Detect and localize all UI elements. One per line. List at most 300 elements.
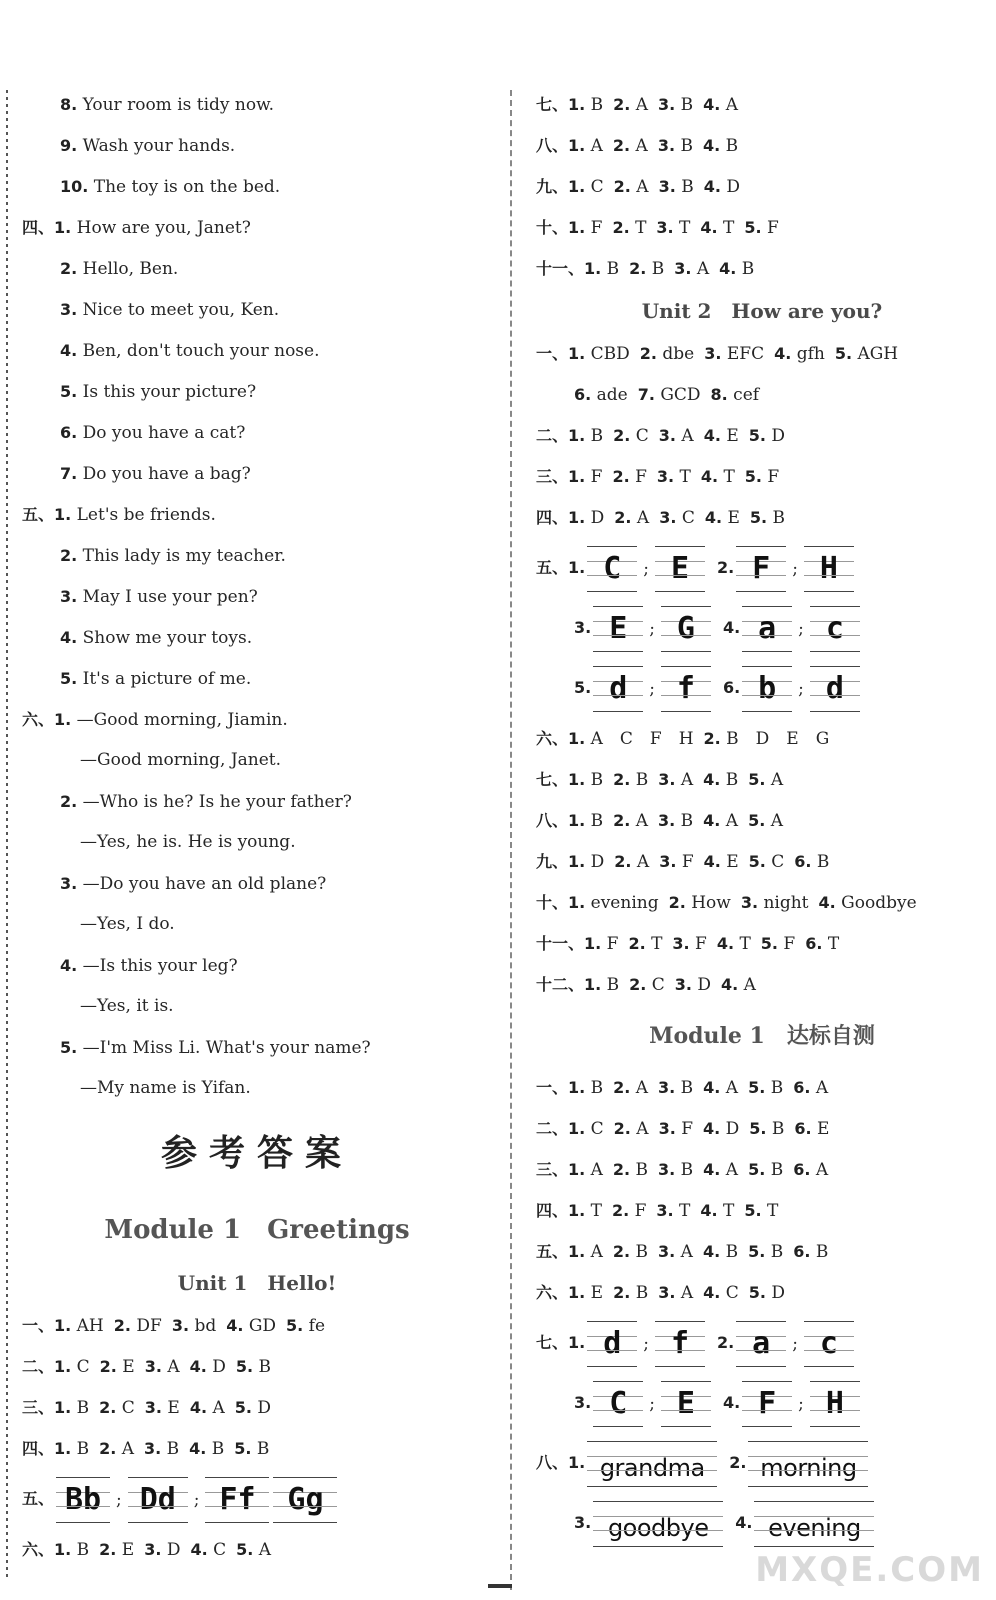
item-number: 4. xyxy=(702,1119,721,1138)
item-number: 5. xyxy=(748,1160,766,1179)
item-number: 1. xyxy=(568,344,586,363)
item-number: 5. xyxy=(748,1283,766,1302)
handwritten-answer: a xyxy=(752,1325,771,1361)
item-number: 1. xyxy=(568,508,586,527)
item-answer: C xyxy=(590,177,604,197)
item-number: 3. xyxy=(656,218,674,237)
item-answer: D xyxy=(590,508,605,528)
item-number: 5. xyxy=(574,678,592,697)
item-number: 2. xyxy=(629,259,647,278)
answer-line xyxy=(22,371,492,412)
item-answer: A xyxy=(681,426,694,446)
item-answer: A xyxy=(680,1242,693,1262)
answer-row xyxy=(536,1190,988,1231)
item-answer: fe xyxy=(308,1316,326,1336)
answer-row xyxy=(536,248,988,289)
item-answer: A xyxy=(121,1439,135,1459)
item-number: 2. xyxy=(716,1333,735,1352)
item-number: 1. xyxy=(568,770,586,789)
item-answer: B xyxy=(815,1242,829,1262)
section-label: 五、 xyxy=(536,558,569,577)
page-number-mark xyxy=(488,1584,512,1598)
answer-row xyxy=(536,923,988,964)
handwriting-lines xyxy=(655,1321,705,1367)
item-number: 4. xyxy=(702,136,721,155)
section-label: 四、 xyxy=(536,1201,569,1220)
item-answer: C xyxy=(681,508,695,528)
test-title: Module 1 达标自测 xyxy=(649,1023,875,1049)
answer-line xyxy=(22,535,492,576)
item-number: 6. xyxy=(794,1119,812,1138)
dialogue-reply-line xyxy=(22,1068,492,1109)
item-answer: B xyxy=(772,508,785,528)
answer-row xyxy=(536,166,988,207)
semicolon: ; xyxy=(643,558,649,579)
item-answer: F xyxy=(695,934,707,954)
handwritten-answer: Dd xyxy=(139,1481,176,1517)
item-number: 4. xyxy=(190,1540,208,1559)
item-answer: A xyxy=(636,1119,649,1139)
answer-text: Is this your picture? xyxy=(82,382,257,402)
item-answer: AH xyxy=(76,1316,104,1336)
answer-row xyxy=(22,1346,492,1387)
handwriting-lines xyxy=(655,546,705,592)
item-number: 4. xyxy=(226,1316,244,1335)
item-number: 3. xyxy=(674,259,692,278)
dialogue-text: —Good morning, Janet. xyxy=(80,750,282,770)
item-answer: D xyxy=(771,426,785,446)
item-number: 1. xyxy=(568,177,586,196)
item-number: 3. xyxy=(144,1540,162,1559)
item-number: 5. xyxy=(234,1398,252,1417)
item-answer: B xyxy=(590,770,604,790)
handwriting-lines xyxy=(587,546,637,592)
section-label: 七、 xyxy=(536,95,569,114)
handwriting-row xyxy=(536,658,988,718)
handwriting-row xyxy=(536,1493,988,1553)
item-answer: T xyxy=(766,1201,779,1221)
answer-row xyxy=(22,1305,492,1346)
item-answer: B xyxy=(76,1540,90,1560)
item-answer: A xyxy=(770,770,784,790)
item-number: 1. xyxy=(54,1439,72,1458)
semicolon: ; xyxy=(116,1489,122,1510)
section-label: 四、 xyxy=(536,508,569,527)
semicolon: ; xyxy=(649,618,655,639)
handwritten-answer: grandma xyxy=(599,1453,705,1482)
item-number: 3. xyxy=(144,1439,162,1458)
handwritten-answer: f xyxy=(676,670,695,706)
item-number: 3. xyxy=(672,934,690,953)
item-number: 3. xyxy=(658,1242,676,1261)
item-number: 2. xyxy=(613,770,631,789)
handwritten-answer: c xyxy=(825,610,844,646)
item-answer: B D E G xyxy=(726,729,830,749)
semicolon: ; xyxy=(798,678,804,699)
handwriting-lines xyxy=(810,606,860,652)
handwriting-lines xyxy=(661,666,711,712)
item-answer: F xyxy=(767,467,780,487)
item-number: 2. xyxy=(99,1357,117,1376)
item-number: 1. xyxy=(568,729,586,748)
item-number: 2. xyxy=(668,893,686,912)
answer-text: The toy is on the bed. xyxy=(93,177,281,197)
semicolon: ; xyxy=(792,558,798,579)
answer-line xyxy=(22,330,492,371)
section-label: 二、 xyxy=(536,1119,569,1138)
answer-row xyxy=(536,1149,988,1190)
item-answer: A xyxy=(743,975,756,995)
item-answer: B xyxy=(725,770,739,790)
item-number: 6. xyxy=(793,1160,811,1179)
answer-row xyxy=(536,1231,988,1272)
dialogue-reply-line xyxy=(22,740,492,781)
item-answer: A xyxy=(680,1283,694,1303)
dialogue-line xyxy=(22,699,492,740)
semicolon: ; xyxy=(649,678,655,699)
semicolon: ; xyxy=(798,618,804,639)
section-label: 八、 xyxy=(536,136,569,155)
item-answer: B xyxy=(770,1160,784,1180)
item-number: 1. xyxy=(568,1160,586,1179)
item-number: 4. xyxy=(60,628,78,647)
item-number: 1. xyxy=(54,505,72,524)
item-number: 2. xyxy=(614,508,632,527)
answer-line xyxy=(22,494,492,535)
item-number: 4. xyxy=(703,1078,721,1097)
section-label: 七、 xyxy=(536,770,569,789)
item-number: 3. xyxy=(658,1283,676,1302)
item-answer: B xyxy=(680,811,694,831)
handwritten-answer: goodbye xyxy=(607,1513,709,1542)
item-answer: Goodbye xyxy=(841,893,917,913)
item-number: 5. xyxy=(749,1119,767,1138)
item-answer: evening xyxy=(590,893,659,913)
answer-text: Nice to meet you, Ken. xyxy=(82,300,280,320)
watermark: MXQE.COM xyxy=(755,1550,984,1590)
item-number: 3. xyxy=(658,177,676,196)
item-number: 6. xyxy=(722,678,741,697)
item-answer: B xyxy=(771,1119,785,1139)
item-answer: B xyxy=(725,1242,739,1262)
item-answer: T xyxy=(635,218,647,238)
item-answer: A xyxy=(212,1398,225,1418)
item-number: 5. xyxy=(744,467,763,486)
item-answer: A xyxy=(725,1078,739,1098)
handwritten-answer: d xyxy=(603,1325,622,1361)
item-answer: E xyxy=(590,1283,604,1303)
handwritten-answer: E xyxy=(676,1385,695,1421)
item-number: 9. xyxy=(60,136,78,155)
dialogue-line xyxy=(22,781,492,822)
item-answer: B xyxy=(76,1439,90,1459)
handwriting-lines xyxy=(810,1381,860,1427)
item-number: 4. xyxy=(703,852,721,871)
item-number: 6. xyxy=(793,1242,811,1261)
handwritten-answer: a xyxy=(758,610,777,646)
item-number: 3. xyxy=(659,508,677,527)
item-number: 3. xyxy=(658,426,676,445)
item-number: 5. xyxy=(760,934,779,953)
dialogue-line xyxy=(22,1027,492,1068)
item-number: 5. xyxy=(60,382,78,401)
item-number: 10. xyxy=(60,177,89,196)
item-answer: dbe xyxy=(662,344,695,364)
answer-row xyxy=(536,800,988,841)
item-number: 4. xyxy=(704,508,723,527)
item-answer: D xyxy=(726,177,740,197)
item-answer: T xyxy=(590,1201,602,1221)
item-number: 1. xyxy=(54,1540,72,1559)
item-answer: gfh xyxy=(796,344,825,364)
handwritten-answer: evening xyxy=(768,1513,861,1542)
handwritten-answer: H xyxy=(825,1385,844,1421)
answer-text: Show me your toys. xyxy=(82,628,253,648)
item-number: 4. xyxy=(703,1160,721,1179)
item-number: 3. xyxy=(574,1513,592,1532)
item-answer: A xyxy=(167,1357,180,1377)
item-answer: F xyxy=(635,467,647,487)
answer-text: Wash your hands. xyxy=(82,136,236,156)
item-number: 5. xyxy=(286,1316,304,1335)
item-number: 5. xyxy=(834,344,853,363)
item-number: 5. xyxy=(748,1242,766,1261)
item-number: 1. xyxy=(568,1453,586,1472)
section-label: 九、 xyxy=(536,852,569,871)
answer-row xyxy=(536,1272,988,1313)
item-number: 3. xyxy=(658,95,676,114)
section-label: 五、 xyxy=(536,1242,569,1261)
item-number: 1. xyxy=(54,1398,72,1417)
answer-line xyxy=(22,617,492,658)
item-number: 2. xyxy=(613,1078,631,1097)
section-label: 一、 xyxy=(536,344,569,363)
item-number: 1. xyxy=(568,1333,586,1352)
item-number: 4. xyxy=(703,1283,721,1302)
item-answer: A xyxy=(680,770,694,790)
answer-text: May I use your pen? xyxy=(82,587,258,607)
answer-line xyxy=(22,453,492,494)
handwriting-lines xyxy=(273,1477,337,1523)
item-answer: B xyxy=(680,136,693,156)
item-answer: C xyxy=(121,1398,135,1418)
handwriting-row xyxy=(536,598,988,658)
dialogue-text: —Yes, it is. xyxy=(80,996,174,1016)
handwriting-lines xyxy=(56,1477,110,1523)
answer-row xyxy=(22,1387,492,1428)
item-answer: B xyxy=(635,1160,649,1180)
item-number: 3. xyxy=(658,811,676,830)
item-number: 3. xyxy=(144,1357,162,1376)
item-answer: How xyxy=(691,893,731,913)
item-answer: E xyxy=(817,1119,830,1139)
item-answer: A xyxy=(635,811,649,831)
item-number: 5. xyxy=(748,852,766,871)
item-answer: GD xyxy=(248,1316,277,1336)
item-number: 4. xyxy=(818,893,836,912)
item-number: 5. xyxy=(744,1201,762,1220)
item-number: 1. xyxy=(568,218,586,237)
item-number: 7. xyxy=(637,385,655,404)
item-number: 3. xyxy=(657,136,676,155)
item-number: 1. xyxy=(584,975,602,994)
item-number: 2. xyxy=(703,729,721,748)
section-label: 九、 xyxy=(536,177,569,196)
item-number: 3. xyxy=(60,587,78,606)
item-number: 3. xyxy=(659,852,677,871)
item-answer: A xyxy=(725,1160,739,1180)
item-number: 4. xyxy=(60,341,78,360)
semicolon: ; xyxy=(643,1333,649,1354)
item-answer: B xyxy=(770,1078,784,1098)
section-label: 七、 xyxy=(536,1333,569,1352)
item-number: 5. xyxy=(235,1357,254,1376)
item-answer: B xyxy=(651,259,665,279)
answer-row xyxy=(536,964,988,1005)
handwritten-answer: C xyxy=(603,550,622,586)
section-label: 四、 xyxy=(22,218,55,237)
handwritten-answer: G xyxy=(676,610,695,646)
item-answer: T xyxy=(723,467,735,487)
item-number: 2. xyxy=(639,344,657,363)
item-answer: D xyxy=(257,1398,271,1418)
section-label: 三、 xyxy=(536,467,569,486)
answer-line xyxy=(22,125,492,166)
item-answer: B xyxy=(590,95,604,115)
item-number: 8. xyxy=(60,95,78,114)
item-number: 5. xyxy=(749,508,768,527)
item-number: 2. xyxy=(60,259,78,278)
item-number: 3. xyxy=(704,344,722,363)
item-number: 6. xyxy=(794,852,812,871)
item-number: 1. xyxy=(584,934,602,953)
item-answer: B xyxy=(635,1242,649,1262)
item-answer: A xyxy=(590,136,603,156)
item-answer: F xyxy=(681,1119,693,1139)
item-number: 2. xyxy=(611,1201,630,1220)
item-number: 4. xyxy=(719,259,737,278)
answer-text: Hello, Ben. xyxy=(82,259,179,279)
item-answer: B xyxy=(258,1357,271,1377)
handwriting-row xyxy=(536,1433,988,1493)
item-number: 4. xyxy=(735,1513,753,1532)
answer-line xyxy=(22,207,492,248)
item-number: 1. xyxy=(568,1119,586,1138)
section-label: 四、 xyxy=(22,1439,55,1458)
item-number: 1. xyxy=(568,1201,586,1220)
item-number: 5. xyxy=(748,426,766,445)
dialogue-line xyxy=(22,945,492,986)
section-label: 五、 xyxy=(22,505,55,524)
handwriting-lines xyxy=(742,666,792,712)
left-column xyxy=(22,84,492,1570)
handwritten-answer: f xyxy=(670,1325,689,1361)
item-number: 1. xyxy=(568,558,586,577)
item-number: 2. xyxy=(612,467,630,486)
item-answer: C xyxy=(771,852,785,872)
item-answer: B xyxy=(680,1160,694,1180)
item-number: 5. xyxy=(748,1078,766,1097)
item-number: 1. xyxy=(568,1283,586,1302)
handwritten-answer: C xyxy=(609,1385,628,1421)
item-number: 2. xyxy=(629,975,647,994)
item-answer: ade xyxy=(596,385,628,405)
semicolon: ; xyxy=(193,1489,200,1510)
item-number: 5. xyxy=(748,770,766,789)
dialogue-text: —Do you have an old plane? xyxy=(82,874,327,894)
item-answer: A xyxy=(590,1160,603,1180)
handwritten-answer: Gg xyxy=(287,1481,324,1517)
item-answer: F xyxy=(766,218,779,238)
item-answer: D xyxy=(725,1119,740,1139)
answer-row xyxy=(536,841,988,882)
item-answer: B xyxy=(590,426,604,446)
answer-text: Do you have a cat? xyxy=(82,423,246,443)
item-answer: T xyxy=(723,218,735,238)
handwriting-lines xyxy=(661,1381,711,1427)
item-answer: night xyxy=(763,893,809,913)
item-answer: E xyxy=(121,1540,135,1560)
handwritten-answer: F xyxy=(752,550,771,586)
answer-row xyxy=(536,84,988,125)
item-answer: B xyxy=(680,1078,694,1098)
section-label: 十二、 xyxy=(536,975,585,994)
handwriting-lines xyxy=(742,1381,792,1427)
item-answer: F xyxy=(590,467,603,487)
item-answer: T xyxy=(739,934,751,954)
dialogue-text: —Is this your leg? xyxy=(82,956,238,976)
semicolon: ; xyxy=(798,1393,804,1414)
item-number: 6. xyxy=(805,934,823,953)
item-answer: E xyxy=(726,852,739,872)
item-answer: B xyxy=(635,1283,649,1303)
handwritten-answer: d xyxy=(825,670,844,706)
dialogue-text: —Yes, he is. He is young. xyxy=(80,832,296,852)
item-number: 1. xyxy=(568,1242,586,1261)
item-answer: A xyxy=(635,136,648,156)
item-answer: A xyxy=(696,259,710,279)
answer-row xyxy=(536,333,988,374)
item-answer: B xyxy=(816,852,830,872)
item-answer: D xyxy=(166,1540,181,1560)
item-answer: B xyxy=(741,259,755,279)
item-number: 4. xyxy=(722,1393,741,1412)
item-answer: E xyxy=(167,1398,180,1418)
section-label: 十一、 xyxy=(536,259,585,278)
item-answer: B xyxy=(166,1439,180,1459)
section-label: 五、 xyxy=(22,1489,55,1508)
answer-line xyxy=(22,576,492,617)
section-label: 十、 xyxy=(536,218,569,237)
item-answer: B xyxy=(725,136,739,156)
handwriting-lines xyxy=(736,546,786,592)
unit-title: Unit 2 How are you? xyxy=(641,299,883,323)
handwriting-lines xyxy=(804,1321,854,1367)
item-answer: A xyxy=(725,811,739,831)
item-answer: C xyxy=(213,1540,227,1560)
item-number: 2. xyxy=(716,558,735,577)
item-number: 1. xyxy=(568,893,586,912)
item-number: 4. xyxy=(774,344,792,363)
item-answer: B xyxy=(590,1078,604,1098)
handwriting-lines xyxy=(736,1321,786,1367)
handwriting-lines xyxy=(742,606,792,652)
item-answer: B xyxy=(590,811,604,831)
answer-line xyxy=(22,166,492,207)
answer-row xyxy=(22,1529,492,1570)
handwriting-row xyxy=(536,1373,988,1433)
item-number: 4. xyxy=(702,1242,721,1261)
